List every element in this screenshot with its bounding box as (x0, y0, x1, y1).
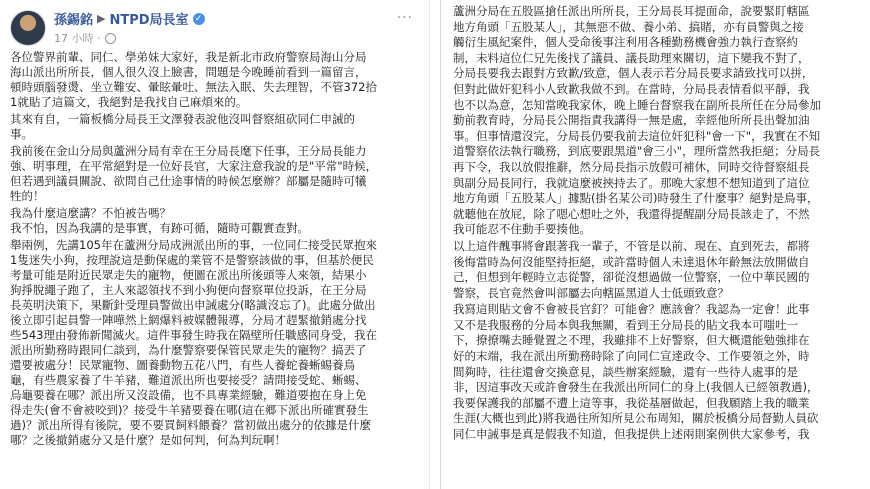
more-options-icon[interactable]: ··· (396, 10, 413, 26)
share-arrow-icon: ▶ (97, 12, 106, 25)
post-paragraph: 舉兩例，先講105年在蘆洲分局成洲派出所的事，一位同仁接受民眾抱來 1隻迷失小狗，按理說這是動保處的業管不是警察該做的事，但基於便民 考量可能是附近民眾走失的寵物，便圖在派出所後頭等人來領，結果小 狗掙脫繩子跑了，主人來認領找不到小狗便向督察單位投訴，在王分局 長英明決策下，果斷針受理員警做出申誡處分(略識沒忘了)。此處分做出 後立即引起員警一陣嘩然上網爆料被媒體報導，分局才趕緊撤銷處分找 些543理由發佈新聞滅火。這件事發生時我在隔壁所任職感同身受，我在 派出所勤務時跟同仁談到，為什麼警察要保管民眾走失的寵物？搞丟了 還要被處分！民眾寵物、圖養動物五花八門，有些人養蛇養蜥蜴養鳥 龜，有些農家養了牛羊豬，難道派出所也要接受？請問接受蛇、蜥蜴、 烏龜要養在哪？派出所又沒設備，也不具專業經驗，難道要抱在身上免 得走失(會不會被咬到)？接受牛羊豬要養在哪(這在郷下派出所確實發生 過)？派出所得有後院，要不要買飼料餵養？當初做出處分的依據是什麼 哪？之後撤銷處分又是什麼？是如何判，何為判玩啊！ (10, 238, 377, 447)
author-line (54, 10, 205, 27)
verified-badge-icon: ✓ (193, 13, 205, 25)
post-timestamp-line (54, 30, 205, 46)
avatar[interactable] (10, 10, 46, 46)
post-header (10, 10, 419, 50)
post-meta (54, 10, 205, 46)
post-paragraph: 各位警界前輩、同仁、學弟妹大家好，我是新北市政府警察局海山分局 海山派出所所長，個人很久沒上臉書，問題是今晚睡前看到一篇留言， 頓時頭腦發燙、坐立難安、暈眩暈吐、無法入眠、失去理智，不管372拾 1就貼了這篇文，我絕對是我找自己麻煩來的。 (10, 50, 377, 109)
post-paragraph: 其來有自，一篇板橋分局長王文澤發表說他沒叫督察組砍同仁申誡的 事。 (10, 112, 355, 141)
post-timestamp[interactable]: 17 小時 · (54, 32, 101, 45)
post-paragraph: 我為什麼這麼講？不怕被告嗎？ 我不怕，因為我講的是事實，有跡可循，隨時可觀實查對。 (10, 206, 309, 235)
post-paragraph: 蘆洲分局在五股區搶任派出所所長，王分局長耳提面命，說要緊盯轄區 地方角頭「五股某人」，其無惡不做、養小弟、搞賭，亦有員警與之接 觸衍生風紀案件，個人受命後事注利用各種勤務機會強力執行查察約 制，未料這位仁兄先後找了議員、議長助理來關切，這下變我不對了， 分局長要我去跟對方致歉/致意，個人表示若分局長要求請致找可以拼， 但對此做奸犯科小人致歉我做不到。在當時，分局長表情看似平靜，我 也不以為意，怎知當晚我家休，晚上睡台督察我在副所長所任在分局參加 勤前教育時，分局長公開指責我講得一無是處，幸經他所所長出聲加油 事。但事情還沒完，分局長仍要我前去這位奸犯科"會一下"，我實在不知 道警察依法執行職務，到底要跟黑道"會三小"，理所當然我拒絕；分局長 再下令，我以放假推辭，然分局長指示放假可補休，同時交待督察組長 與副分局長同行，我就這麼被挾持去了。那晚大家想不想知道到了這位 地方角頭「五股某人」據點(掛名某公司)時發生了什麼事？絕對是鳥事， 就聽他在放屁，除了嗯心想吐之外，我還得提醒副分局長該走了，不然 我可能忍不住動手要揍他。 (453, 4, 821, 237)
right-post-continuation (440, 0, 870, 489)
post-paragraph: 以上這件醜事將會跟著我一輩子，不管是以前、現在、直到死去，都將 後悔當時為何沒能堅持拒絕，或許當時個人未達退休年齡無法放開做自 己，但想到年輕時立志從警，卻從沒想過做一位警察，一位中華民國的 警察，長官竟然會叫部屬去向轄區黑道人士低頭致意？ (453, 238, 810, 300)
author-name-link[interactable]: 孫錫銘 (54, 13, 94, 28)
post-paragraph: 我前後在金山分局與蘆洲分局有幸在王分局長麾下任事，王分局長能力 強、明事理，在平常絕對是一位好長官，大家注意我說的是"平常"時候， 但若遇到議員關說、欲問自己仕途事情的時候怎麼辦？部屬是隨時可犧 牲的！ (10, 144, 378, 203)
left-post-panel (0, 0, 430, 489)
page-name-link[interactable]: NTPD局長室 (109, 13, 189, 28)
globe-icon (105, 33, 116, 44)
post-paragraph: 我寫這則貼文會不會被長官釘？可能會？應該會？我認為一定會！此事 又不是我服務的分局本與我無關，看到王分局長的貼文我本可嗤吐一 下，撩撩嘴去睡覺置之不理，我雖排不上好警察，但大概還能勉強排在 好的末端，我在派出所勤務時除了向同仁宣達政令、工作要領之外，時 間夠時，往往還會交換意見，談些辦案經驗，還有一些待人處事的是 非，因這事改天或許會發生在我派出所同仁的身上(我個人已經領教過)， 我要保護我的部屬不遭上這等事，我從基層做起，但我願踏上我的職業 生涯(大概也到此)將我過往所知所見公布周知，關於板橋分局督勤人員砍 同仁申誡事是真是假我不知道，但我提供上述兩則案例供大家參考，我 (453, 302, 819, 442)
